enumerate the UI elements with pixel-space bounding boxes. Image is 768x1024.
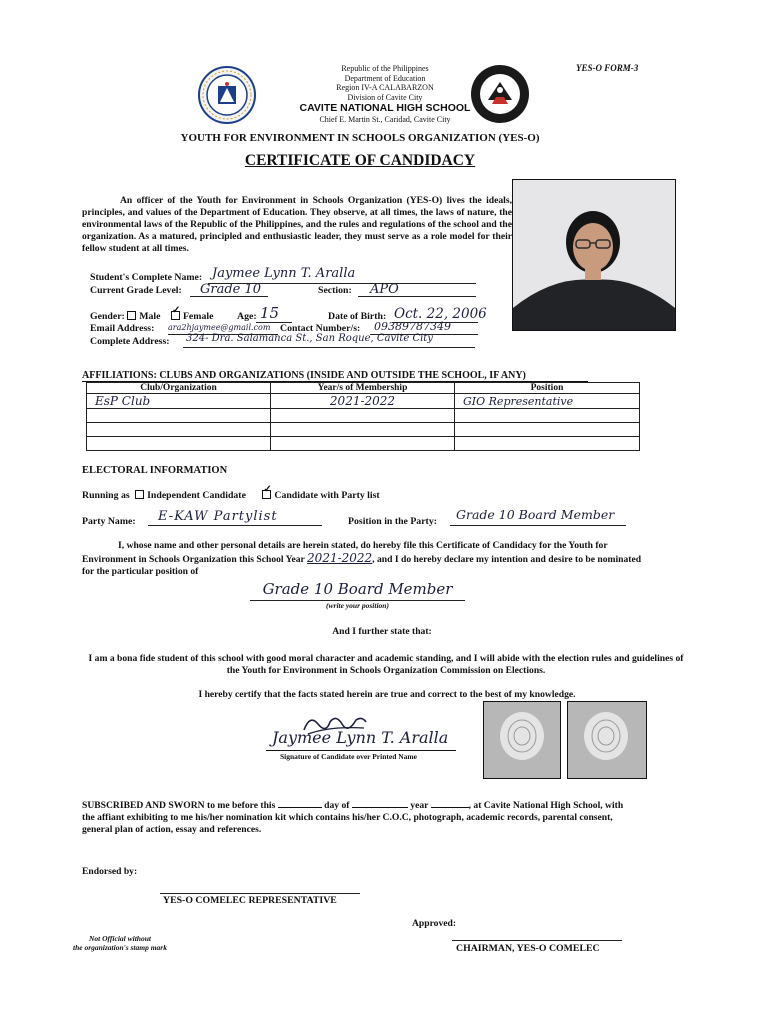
stamp-note xyxy=(40,934,200,952)
declaration-paragraph xyxy=(82,540,642,578)
age-value[interactable]: 15 xyxy=(260,304,280,322)
thumbmark-left xyxy=(483,701,561,779)
dob-label: Date of Birth: xyxy=(328,311,387,322)
age-label: Age: xyxy=(237,311,257,322)
party-name-label: Party Name: xyxy=(82,516,136,527)
sworn-year-blank[interactable] xyxy=(431,807,469,808)
sworn-text-1: SUBSCRIBED AND SWORN to me before this xyxy=(82,800,276,811)
running-as-row xyxy=(82,490,380,501)
dob-value[interactable]: Oct. 22, 2006 xyxy=(394,306,487,322)
affiliations-title: AFFILIATIONS: CLUBS AND ORGANIZATIONS (INSIDE AND OUTSIDE THE SCHOOL, IF ANY) xyxy=(82,370,526,381)
table-cell[interactable] xyxy=(271,409,455,423)
table-cell[interactable] xyxy=(271,437,455,451)
certify-statement: I hereby certify that the facts stated herein are true and correct to the best of my knowledge. xyxy=(198,689,576,700)
comelec-rep-label: YES-O COMELEC REPRESENTATIVE xyxy=(163,895,337,906)
certificate-title-text: CERTIFICATE OF CANDIDACY xyxy=(244,152,476,169)
running-as-label: Running as xyxy=(82,490,130,501)
position-written-value[interactable]: Grade 10 Board Member xyxy=(262,580,453,598)
sworn-day-blank[interactable] xyxy=(278,807,322,808)
table-cell[interactable] xyxy=(271,423,455,437)
table-cell[interactable]: 2021-2022 xyxy=(271,394,455,409)
sworn-text-2: day of xyxy=(324,800,350,811)
party-name-value[interactable]: E-KAW Partylist xyxy=(158,509,278,524)
declaration-text-1: I, whose name and other personal details are herein stated, do hereby file this Certificate of Candidacy for the Youth for Environment in Schools Organization this School Year xyxy=(82,540,608,565)
stamp-note-line1: Not Official without xyxy=(89,934,151,943)
header-republic: Republic of the Philippines xyxy=(341,64,429,73)
electoral-title: ELECTORAL INFORMATION xyxy=(82,465,228,476)
party-name-line xyxy=(148,525,322,526)
position-party-value[interactable]: Grade 10 Board Member xyxy=(456,507,615,522)
school-address: Chief E. Martin St., Caridad, Cavite City xyxy=(319,115,451,124)
position-party-label: Position in the Party: xyxy=(348,516,437,527)
school-name: CAVITE NATIONAL HIGH SCHOOL xyxy=(299,102,471,114)
signature-line xyxy=(266,750,456,751)
approved-label: Approved: xyxy=(412,918,457,929)
header-department: Department of Education xyxy=(344,73,426,83)
table-cell[interactable] xyxy=(87,409,271,423)
section-value[interactable]: APO xyxy=(370,282,399,297)
email-label: Email Address: xyxy=(90,323,155,334)
sworn-paragraph xyxy=(82,800,637,836)
section-label: Section: xyxy=(318,285,352,296)
grade-level-value[interactable]: Grade 10 xyxy=(200,282,262,297)
student-name-label: Student's Complete Name: xyxy=(90,272,203,283)
independent-label: Independent Candidate xyxy=(147,490,246,501)
contact-value[interactable]: 09389787349 xyxy=(374,320,451,333)
address-value[interactable]: 324- Dra. Salamanca St., San Roque, Cavite City xyxy=(186,333,433,344)
table-cell[interactable] xyxy=(455,437,640,451)
school-year-value[interactable]: 2021-2022 xyxy=(307,551,373,565)
col-club: Club/Organization xyxy=(87,383,271,394)
table-cell[interactable] xyxy=(455,423,640,437)
table-cell[interactable]: GIO Representative xyxy=(455,394,640,409)
gender-female-checkbox[interactable] xyxy=(171,311,180,320)
address-line xyxy=(183,347,475,348)
intro-paragraph: An officer of the Youth for Environment in Schools Organization (YES-O) lives the ideals, principles, and values of the Department of Education. They observe, at all times, the laws of nature, the environmental laws of the Republic of the Philippines, and the rules and regulations of the school and the organization. As a matured, principled and enthusiastic leader, they must serve as a role model for their fellow student at all times. xyxy=(82,195,512,254)
party-list-label: Candidate with Party list xyxy=(274,490,380,501)
candidate-photo xyxy=(512,179,676,331)
email-value[interactable]: ara2hjaymee@gmail.com xyxy=(168,323,271,332)
table-row xyxy=(87,423,640,437)
sworn-month-blank[interactable] xyxy=(352,807,408,808)
table-row xyxy=(87,437,640,451)
contact-label: Contact Number/s: xyxy=(280,323,361,334)
bona-fide-statement: I am a bona fide student of this school with good moral character and academic standing, and I will abide with the election rules and guidelines of the Youth for Environment in Schools Organization Commission on Elections. xyxy=(88,653,684,676)
deped-seal-logo xyxy=(198,66,256,124)
table-cell[interactable] xyxy=(87,423,271,437)
signature-caption: Signature of Candidate over Printed Name xyxy=(280,752,418,761)
organization-title: YOUTH FOR ENVIRONMENT IN SCHOOLS ORGANIZATION (YES-O) xyxy=(180,132,540,144)
school-seal-logo xyxy=(470,64,530,124)
table-header-row xyxy=(87,383,640,394)
gender-label: Gender: xyxy=(90,311,125,322)
sworn-text-4: , at Cavite National High School, with the affiant exhibiting to me his/her nomination kit which contains his/her C.O.C, photograph, academic records, parental consent, general plan of action, essay and references. xyxy=(82,800,624,835)
position-party-line xyxy=(450,525,626,526)
printed-name-value[interactable]: Jaymee Lynn T. Aralla xyxy=(272,728,449,747)
student-name-value[interactable]: Jaymee Lynn T. Aralla xyxy=(212,266,356,281)
form-code: YES-O FORM-3 xyxy=(576,63,639,73)
party-list-checkbox[interactable] xyxy=(262,490,271,499)
header-region: Region IV-A CALABARZON xyxy=(336,83,434,92)
gender-row xyxy=(90,311,213,322)
affiliations-table xyxy=(86,382,640,451)
table-cell[interactable]: EsP Club xyxy=(87,394,271,409)
header-division: Division of Cavite City xyxy=(347,92,423,102)
gender-female-label: Female xyxy=(182,311,214,322)
approved-signature-line xyxy=(452,940,622,941)
endorsed-signature-line xyxy=(160,893,360,894)
further-state-text: And I further state that: xyxy=(332,626,432,637)
sworn-text-3: year xyxy=(410,800,429,811)
thumbmark-right xyxy=(567,701,647,779)
table-cell[interactable] xyxy=(87,437,271,451)
declaration-text-2: , and I do hereby declare my intention and desire to be nominated for the particular position of xyxy=(82,554,642,577)
chairman-label: CHAIRMAN, YES-O COMELEC xyxy=(456,943,600,954)
write-position-hint: (write your position) xyxy=(326,601,389,610)
grade-level-label: Current Grade Level: xyxy=(90,285,182,296)
gender-male-checkbox[interactable] xyxy=(127,311,136,320)
table-cell[interactable] xyxy=(455,409,640,423)
col-position: Position xyxy=(455,383,640,394)
gender-male-label: Male xyxy=(139,311,161,322)
stamp-note-line2: the organization's stamp mark xyxy=(73,943,167,952)
table-row xyxy=(87,409,640,423)
table-row xyxy=(87,394,640,409)
endorsed-by-label: Endorsed by: xyxy=(82,866,138,877)
independent-checkbox[interactable] xyxy=(135,490,144,499)
certificate-title xyxy=(80,152,640,170)
col-years: Year/s of Membership xyxy=(271,383,455,394)
address-label: Complete Address: xyxy=(90,336,170,347)
